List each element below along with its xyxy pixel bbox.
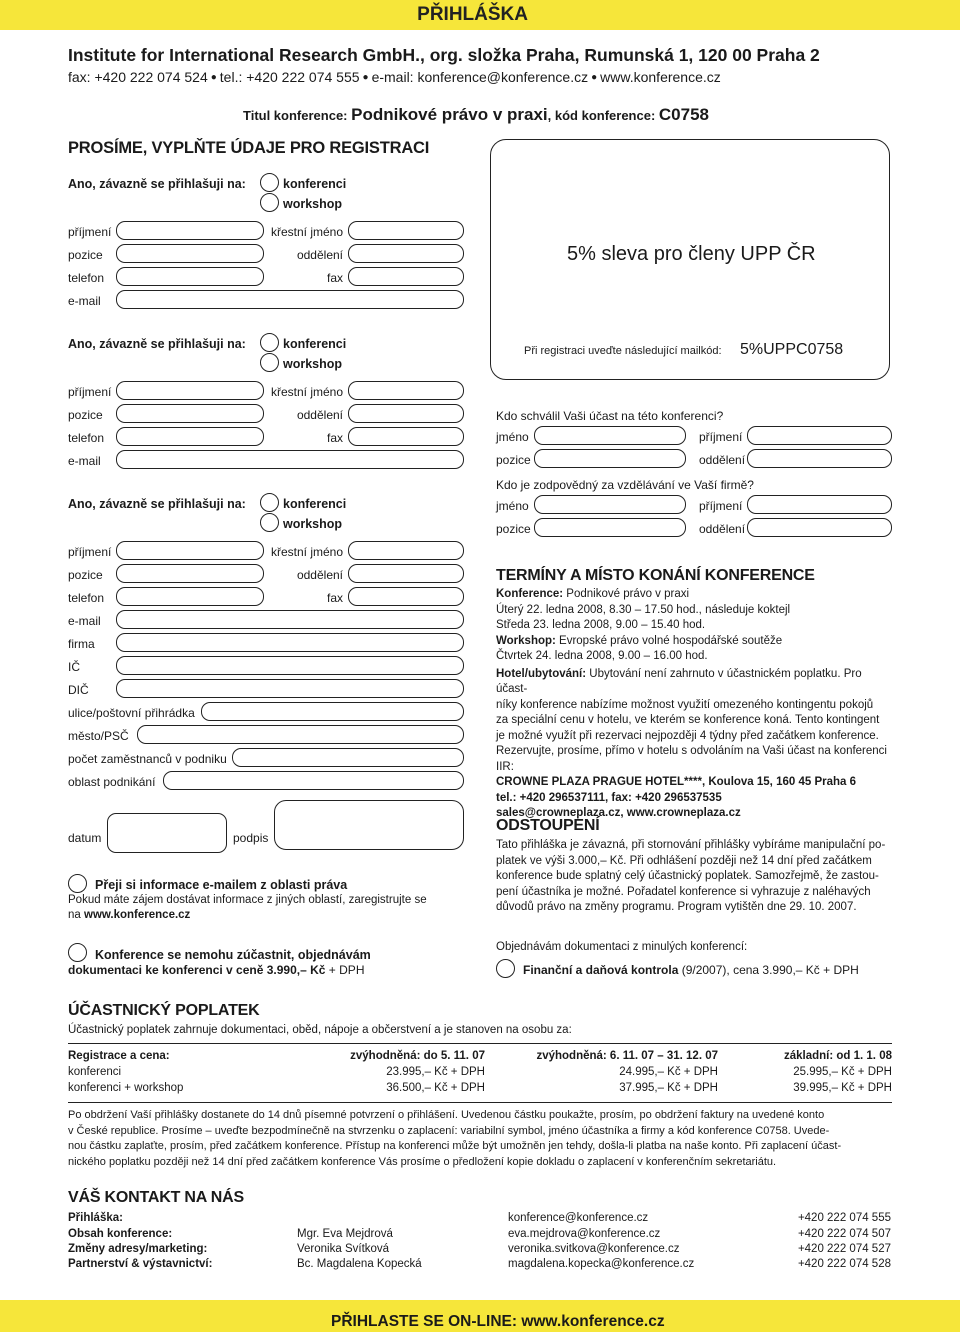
department-label: oddělení bbox=[296, 408, 343, 422]
mailcode-value: 5%UPPC0758 bbox=[740, 341, 844, 358]
contact-phone: +420 222 074 555 bbox=[797, 1212, 891, 1224]
fax-field[interactable] bbox=[348, 587, 464, 606]
terms-hotel-line: Ubytování není zahrnuto v účastnickém poplatku. Pro účast- bbox=[496, 667, 862, 695]
position-label: pozice bbox=[68, 408, 103, 422]
email-label: e-mail bbox=[68, 454, 101, 468]
past-docs-item-price: (9/2007), cena 3.990,– Kč + DPH bbox=[678, 963, 859, 977]
phone-label: telefon bbox=[68, 591, 105, 605]
fee-note-line: Po obdržení Vaší přihlášky dostanete do 14 dnů písemné potvrzení o přihlášení. Uvedenou částku poukažte, prosím, po obdržení faktury na uvedené konto bbox=[68, 1109, 825, 1121]
surname-label: příjmení bbox=[68, 225, 112, 239]
price-cell: 23.995,– Kč + DPH bbox=[386, 1066, 485, 1078]
approver-position-field[interactable] bbox=[534, 449, 686, 468]
cancel-line: konference bude splatný celý účastnický poplatek. Samozřejmě, že zastou- bbox=[496, 870, 879, 882]
contact-phone: +420 222 074 528 bbox=[797, 1258, 891, 1270]
terms-hotel-label: Hotel/ubytování: bbox=[496, 667, 587, 680]
price-cell: konferenci + workshop bbox=[68, 1082, 184, 1094]
price-cell: 25.995,– Kč + DPH bbox=[793, 1066, 892, 1078]
order-docs-line2 bbox=[68, 963, 364, 977]
employees-label: počet zaměstnanců v podniku bbox=[68, 752, 227, 766]
phone-label: telefon bbox=[68, 271, 105, 285]
terms-body bbox=[496, 587, 896, 822]
order-docs-vat: + DPH bbox=[325, 963, 365, 977]
price-cell: 39.995,– Kč + DPH bbox=[793, 1082, 892, 1094]
price-row bbox=[68, 1066, 892, 1082]
workshop-checkbox[interactable] bbox=[260, 193, 279, 212]
firstname-label: křestní jméno bbox=[270, 385, 343, 399]
contact-fax: fax: +420 222 074 524 bbox=[68, 69, 208, 85]
register-label: Ano, závazně se přihlašuji na: bbox=[68, 337, 246, 351]
email-field[interactable] bbox=[116, 290, 464, 309]
company-field[interactable] bbox=[116, 633, 464, 652]
newsletter-checkbox[interactable] bbox=[68, 874, 87, 893]
contact-person: Mgr. Eva Mejdrová bbox=[297, 1228, 393, 1240]
conference-option-label: konferenci bbox=[283, 497, 347, 511]
order-docs-checkbox[interactable] bbox=[68, 943, 87, 962]
terms-day1: Úterý 22. ledna 2008, 8.30 – 17.50 hod., následuje koktejl bbox=[496, 603, 791, 616]
contact-phone: +420 222 074 527 bbox=[797, 1243, 891, 1255]
fax-field[interactable] bbox=[348, 267, 464, 286]
approver-title: Kdo schválil Vaši účast na této konferenci? bbox=[496, 409, 724, 423]
signature-label: podpis bbox=[233, 831, 269, 845]
terms-hotel-line: je možné využít při rezervaci nejpozději 4 týdny před začátkem konference. bbox=[496, 729, 879, 742]
organizer-line: Institute for International Research GmbH., org. složka Praha, Rumunská 1, 120 00 Praha 2 bbox=[68, 45, 820, 65]
approver-department-label: oddělení bbox=[699, 453, 746, 467]
email-label: e-mail bbox=[68, 614, 101, 628]
contact-role: Partnerství & výstavnictví: bbox=[68, 1258, 213, 1270]
approver-surname-field[interactable] bbox=[747, 426, 892, 445]
price-table-header bbox=[68, 1050, 892, 1066]
conference-checkbox[interactable] bbox=[260, 493, 279, 512]
firstname-field[interactable] bbox=[348, 381, 464, 400]
form-title: PŘIHLÁŠKA bbox=[417, 4, 528, 25]
signature-field[interactable] bbox=[274, 800, 464, 850]
price-cell: 24.995,– Kč + DPH bbox=[619, 1066, 718, 1078]
fee-note-line: nického poplatku později než 14 dní před začátkem konference Vás prosíme o předložení kopie dokladu o zaplacení v konferenčním sekretariátu. bbox=[68, 1155, 777, 1168]
firstname-field[interactable] bbox=[348, 221, 464, 240]
department-field[interactable] bbox=[348, 244, 464, 263]
conference-checkbox[interactable] bbox=[260, 173, 279, 192]
fee-heading: ÚČASTNICKÝ POPLATEK bbox=[68, 1002, 260, 1019]
responsible-position-field[interactable] bbox=[534, 518, 686, 537]
contacts-heading: VÁŠ KONTAKT NA NÁS bbox=[68, 1189, 244, 1206]
terms-heading: TERMÍNY A MÍSTO KONÁNÍ KONFERENCE bbox=[496, 567, 815, 584]
phone-label: telefon bbox=[68, 431, 105, 445]
fax-label: fax bbox=[326, 431, 343, 445]
responsible-position-label: pozice bbox=[496, 522, 531, 536]
department-label: oddělení bbox=[296, 568, 343, 582]
contact-role: Změny adresy/marketing: bbox=[68, 1243, 208, 1255]
email-label: e-mail bbox=[68, 294, 101, 308]
business-field-input[interactable] bbox=[163, 771, 464, 790]
conference-code-label: , kód konference: bbox=[547, 108, 659, 123]
workshop-checkbox[interactable] bbox=[260, 513, 279, 532]
employees-field[interactable] bbox=[232, 748, 464, 767]
company-label: firma bbox=[68, 637, 95, 651]
terms-hotel-web: sales@crowneplaza.cz, www.crowneplaza.cz bbox=[496, 807, 741, 819]
price-cell: konferenci bbox=[68, 1066, 122, 1078]
fee-note-line: v České republice. Prosíme – uveďte bezpodmínečně na stvrzenku o zaplacení: variabilní symbol, jméno účastníka a firmy a kód konference C0758. Uvede- bbox=[68, 1124, 830, 1137]
footer-bar bbox=[0, 1300, 960, 1332]
newsletter-title: Přeji si informace e-mailem z oblasti práva bbox=[95, 878, 348, 892]
workshop-option-label: workshop bbox=[283, 197, 343, 211]
fax-label: fax bbox=[326, 591, 343, 605]
position-label: pozice bbox=[68, 568, 103, 582]
responsible-title: Kdo je zodpovědný za vzdělávání ve Vaší firmě? bbox=[496, 478, 754, 492]
fee-divider-top bbox=[68, 1043, 892, 1044]
fax-field[interactable] bbox=[348, 427, 464, 446]
approver-name-label: jméno bbox=[496, 430, 529, 444]
department-label: oddělení bbox=[296, 248, 343, 262]
conference-checkbox[interactable] bbox=[260, 333, 279, 352]
fax-label: fax bbox=[326, 271, 343, 285]
ic-field[interactable] bbox=[116, 656, 464, 675]
conference-option-label: konferenci bbox=[283, 177, 347, 191]
conference-title bbox=[243, 105, 709, 125]
register-label: Ano, závazně se přihlašuji na: bbox=[68, 177, 246, 191]
cancel-heading: ODSTOUPENÍ bbox=[496, 817, 600, 834]
dic-label: DIČ bbox=[68, 683, 89, 697]
contact-email[interactable]: magdalena.kopecka@konference.cz bbox=[508, 1258, 695, 1270]
fee-note bbox=[68, 1108, 898, 1170]
terms-hotel-tel: tel.: +420 296537111, fax: +420 296537535 bbox=[496, 791, 722, 804]
street-field[interactable] bbox=[201, 702, 464, 721]
terms-hotel-name: CROWNE PLAZA PRAGUE HOTEL****, Koulova 15, 160 45 Praha 6 bbox=[496, 776, 856, 788]
order-docs-line1: Konference se nemohu zúčastnit, objednávám bbox=[95, 948, 371, 962]
terms-hotel-line: níky konference nabízíme možnost využití omezeného kontingentu pokojů bbox=[496, 698, 874, 711]
department-field[interactable] bbox=[348, 404, 464, 423]
contact-phone: +420 222 074 507 bbox=[797, 1228, 891, 1240]
contact-email[interactable]: konference@konference.cz bbox=[508, 1212, 649, 1224]
past-docs-item-title: Finanční a daňová kontrola bbox=[523, 963, 679, 977]
department-field[interactable] bbox=[348, 564, 464, 583]
register-label: Ano, závazně se přihlašuji na: bbox=[68, 497, 246, 511]
conference-name: Podnikové právo v praxi bbox=[351, 105, 548, 124]
newsletter-text-2 bbox=[68, 909, 190, 921]
contact-role: Obsah konference: bbox=[68, 1228, 173, 1240]
conference-title-label: Titul konference: bbox=[243, 108, 352, 123]
terms-day3: Čtvrtek 24. ledna 2008, 9.00 – 16.00 hod. bbox=[496, 650, 708, 662]
contact-person: Bc. Magdalena Kopecká bbox=[297, 1258, 422, 1270]
date-field[interactable] bbox=[107, 813, 227, 853]
contact-email[interactable]: e-mail: konference@konference.cz bbox=[371, 69, 589, 85]
responsible-name-label: jméno bbox=[496, 499, 529, 513]
fee-divider-bottom bbox=[68, 1102, 892, 1103]
date-label: datum bbox=[68, 831, 102, 845]
ic-label: IČ bbox=[68, 660, 80, 674]
price-col-header: základní: od 1. 1. 08 bbox=[783, 1050, 892, 1062]
terms-hotel-line: Rezervujte, prosíme, přímo v hotelu s odvoláním na Vaši účast na konferenci IIR: bbox=[496, 745, 887, 773]
contact-tel: tel.: +420 222 074 555 bbox=[219, 69, 360, 85]
price-cell: 36.500,– Kč + DPH bbox=[386, 1082, 485, 1094]
approver-department-field[interactable] bbox=[747, 449, 892, 468]
mailcode-label: Při registraci uveďte následující mailkód: bbox=[524, 345, 722, 357]
city-label: město/PSČ bbox=[68, 729, 129, 743]
responsible-department-label: oddělení bbox=[699, 522, 746, 536]
dic-field[interactable] bbox=[116, 679, 464, 698]
fee-note-line: nou částku zaplaťte, prosím, před začátkem konference. Přístup na konferenci může být umožněn jen tehdy, došla-li platba na naše konto. Při zaplacení účast- bbox=[68, 1140, 842, 1152]
approver-name-field[interactable] bbox=[534, 426, 686, 445]
terms-hotel-line: za speciální cenu v hotelu, ve kterém se konference koná. Tento kontingent bbox=[496, 714, 880, 726]
price-row bbox=[68, 1082, 892, 1098]
terms-ws-value: Evropské právo volné hospodářské soutěže bbox=[555, 634, 783, 647]
cancel-line: důvodů právo na změny programu. Program vytištěn dne 29. 10. 2007. bbox=[496, 901, 857, 913]
workshop-checkbox[interactable] bbox=[260, 353, 279, 372]
conference-option-label: konferenci bbox=[283, 337, 347, 351]
approver-surname-label: příjmení bbox=[699, 430, 743, 444]
workshop-option-label: workshop bbox=[283, 517, 343, 531]
price-col-header: Registrace a cena: bbox=[68, 1050, 170, 1062]
header-bar bbox=[0, 0, 960, 30]
price-col-header: zvýhodněná: 6. 11. 07 – 31. 12. 07 bbox=[536, 1050, 718, 1062]
footer-online-link[interactable]: PŘIHLASTE SE ON-LINE: www.konference.cz bbox=[331, 1313, 665, 1330]
contact-web[interactable]: www.konference.cz bbox=[600, 69, 721, 85]
responsible-surname-field[interactable] bbox=[747, 495, 892, 514]
newsletter-text: Pokud máte zájem dostávat informace z jiných oblastí, zaregistrujte se bbox=[68, 894, 427, 906]
email-field[interactable] bbox=[116, 610, 464, 629]
past-docs-checkbox[interactable] bbox=[496, 959, 515, 978]
newsletter-link[interactable]: www.konference.cz bbox=[84, 909, 191, 921]
terms-conf-label: Konference: bbox=[496, 588, 564, 600]
cancel-line: platek ve výši 3.000,– Kč. Při odhlášení později než 14 dní před začátkem bbox=[496, 854, 872, 867]
cancel-body bbox=[496, 838, 896, 916]
form-heading: PROSÍME, VYPLŇTE ÚDAJE PRO REGISTRACI bbox=[68, 139, 430, 157]
contact-email[interactable]: veronika.svitkova@konference.cz bbox=[508, 1243, 680, 1255]
conference-code: C0758 bbox=[658, 105, 709, 124]
email-field[interactable] bbox=[116, 450, 464, 469]
firstname-label: křestní jméno bbox=[270, 225, 343, 239]
business-field-label: oblast podnikání bbox=[68, 775, 156, 789]
terms-conf-value: Podnikové právo v praxi bbox=[563, 588, 690, 600]
terms-ws-label: Workshop: bbox=[496, 634, 556, 647]
position-label: pozice bbox=[68, 248, 103, 262]
past-docs-item bbox=[523, 963, 859, 977]
newsletter-text-pre: na bbox=[68, 909, 84, 921]
price-cell: 37.995,– Kč + DPH bbox=[619, 1082, 718, 1094]
terms-day2: Středa 23. ledna 2008, 9.00 – 15.40 hod. bbox=[496, 619, 706, 631]
cancel-line: Tato přihláška je závazná, při stornování přihlášky vybíráme manipulační po- bbox=[496, 839, 886, 851]
responsible-surname-label: příjmení bbox=[699, 499, 743, 513]
fee-intro: Účastnický poplatek zahrnuje dokumentaci, oběd, nápoje a občerstvení a je stanoven na osobu za: bbox=[68, 1024, 572, 1036]
contact-person: Veronika Svítková bbox=[297, 1243, 390, 1255]
order-docs-price: dokumentaci ke konferenci v ceně 3.990,– Kč bbox=[68, 963, 326, 977]
approver-position-label: pozice bbox=[496, 453, 531, 467]
cancel-line: pení účastníka je možné. Pořadatel konference si vyhrazuje z naléhavých bbox=[496, 885, 871, 898]
price-table bbox=[68, 1050, 892, 1098]
responsible-name-field[interactable] bbox=[534, 495, 686, 514]
price-col-header: zvýhodněná: do 5. 11. 07 bbox=[350, 1050, 485, 1062]
city-field[interactable] bbox=[137, 725, 464, 744]
firstname-field[interactable] bbox=[348, 541, 464, 560]
contact-email[interactable]: eva.mejdrova@konference.cz bbox=[508, 1228, 661, 1240]
firstname-label: křestní jméno bbox=[270, 545, 343, 559]
discount-text: 5% sleva pro členy UPP ČR bbox=[567, 243, 816, 265]
contact-line: fax: +420 222 074 524 ● tel.: +420 222 074 555 ● e-mail: konference@konference.cz ● www.konference.cz bbox=[68, 69, 721, 85]
past-docs-label: Objednávám dokumentaci z minulých konferencí: bbox=[496, 941, 748, 953]
workshop-option-label: workshop bbox=[283, 357, 343, 371]
surname-label: příjmení bbox=[68, 385, 112, 399]
surname-label: příjmení bbox=[68, 545, 112, 559]
contact-role: Přihláška: bbox=[68, 1212, 123, 1224]
street-label: ulice/poštovní přihrádka bbox=[68, 706, 195, 720]
responsible-department-field[interactable] bbox=[747, 518, 892, 537]
